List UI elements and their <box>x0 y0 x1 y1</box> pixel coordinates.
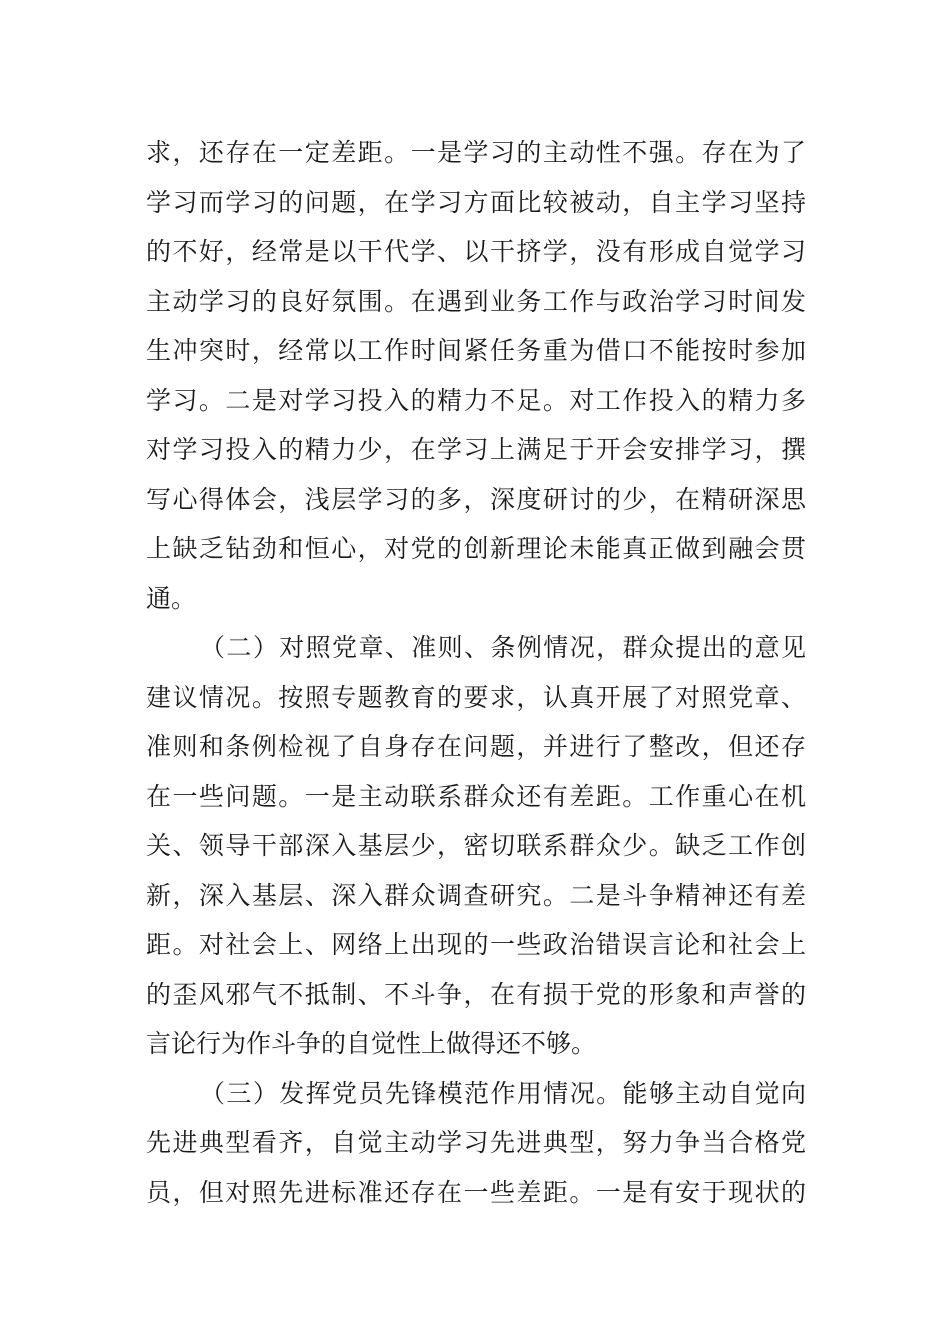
text-line: 新，深入基层、深入群众调查研究。二是斗争精神还有差 <box>146 880 806 910</box>
text-line: 员，但对照先进标准还存在一些差距。一是有安于现状的 <box>146 1177 806 1207</box>
text-line: 写心得体会，浅层学习的多，深度研讨的少，在精研深思 <box>146 484 806 514</box>
text-line: 生冲突时，经常以工作时间紧任务重为借口不能按时参加 <box>146 336 806 365</box>
text-line: 求，还存在一定差距。一是学习的主动性不强。存在为了 <box>146 138 806 167</box>
text-line: 准则和条例检视了自身存在问题，并进行了整改，但还存 <box>146 732 806 761</box>
text-line: 对学习投入的精力少，在学习上满足于开会安排学习，撰 <box>146 435 806 464</box>
text-line: 上缺乏钻劲和恒心，对党的创新理论未能真正做到融会贯 <box>146 534 806 563</box>
text-line: 学习而学习的问题，在学习方面比较被动，自主学习坚持 <box>146 187 806 217</box>
body-text <box>146 128 806 1217</box>
text-line: 通。 <box>146 583 197 613</box>
text-line: 距。对社会上、网络上出现的一些政治错误言论和社会上 <box>146 930 806 959</box>
text-line: 建议情况。按照专题教育的要求，认真开展了对照党章、 <box>146 682 806 712</box>
text-line: 的歪风邪气不抵制、不斗争，在有损于党的形象和声誉的 <box>146 979 806 1009</box>
text-line: 主动学习的良好氛围。在遇到业务工作与政治学习时间发 <box>146 286 806 316</box>
text-line: 在一些问题。一是主动联系群众还有差距。工作重心在机 <box>146 781 806 811</box>
section-heading-line: （二）对照党章、准则、条例情况，群众提出的意见 <box>200 633 806 662</box>
section-heading-line: （三）发挥党员先锋模范作用情况。能够主动自觉向 <box>200 1078 806 1108</box>
text-line: 学习。二是对学习投入的精力不足。对工作投入的精力多 <box>146 385 806 415</box>
text-line: 关、领导干部深入基层少，密切联系群众少。缺乏工作创 <box>146 831 806 860</box>
text-line: 的不好，经常是以干代学、以干挤学，没有形成自觉学习 <box>146 237 806 266</box>
text-line: 先进典型看齐，自觉主动学习先进典型，努力争当合格党 <box>146 1128 806 1157</box>
text-line: 言论行为作斗争的自觉性上做得还不够。 <box>146 1029 597 1058</box>
